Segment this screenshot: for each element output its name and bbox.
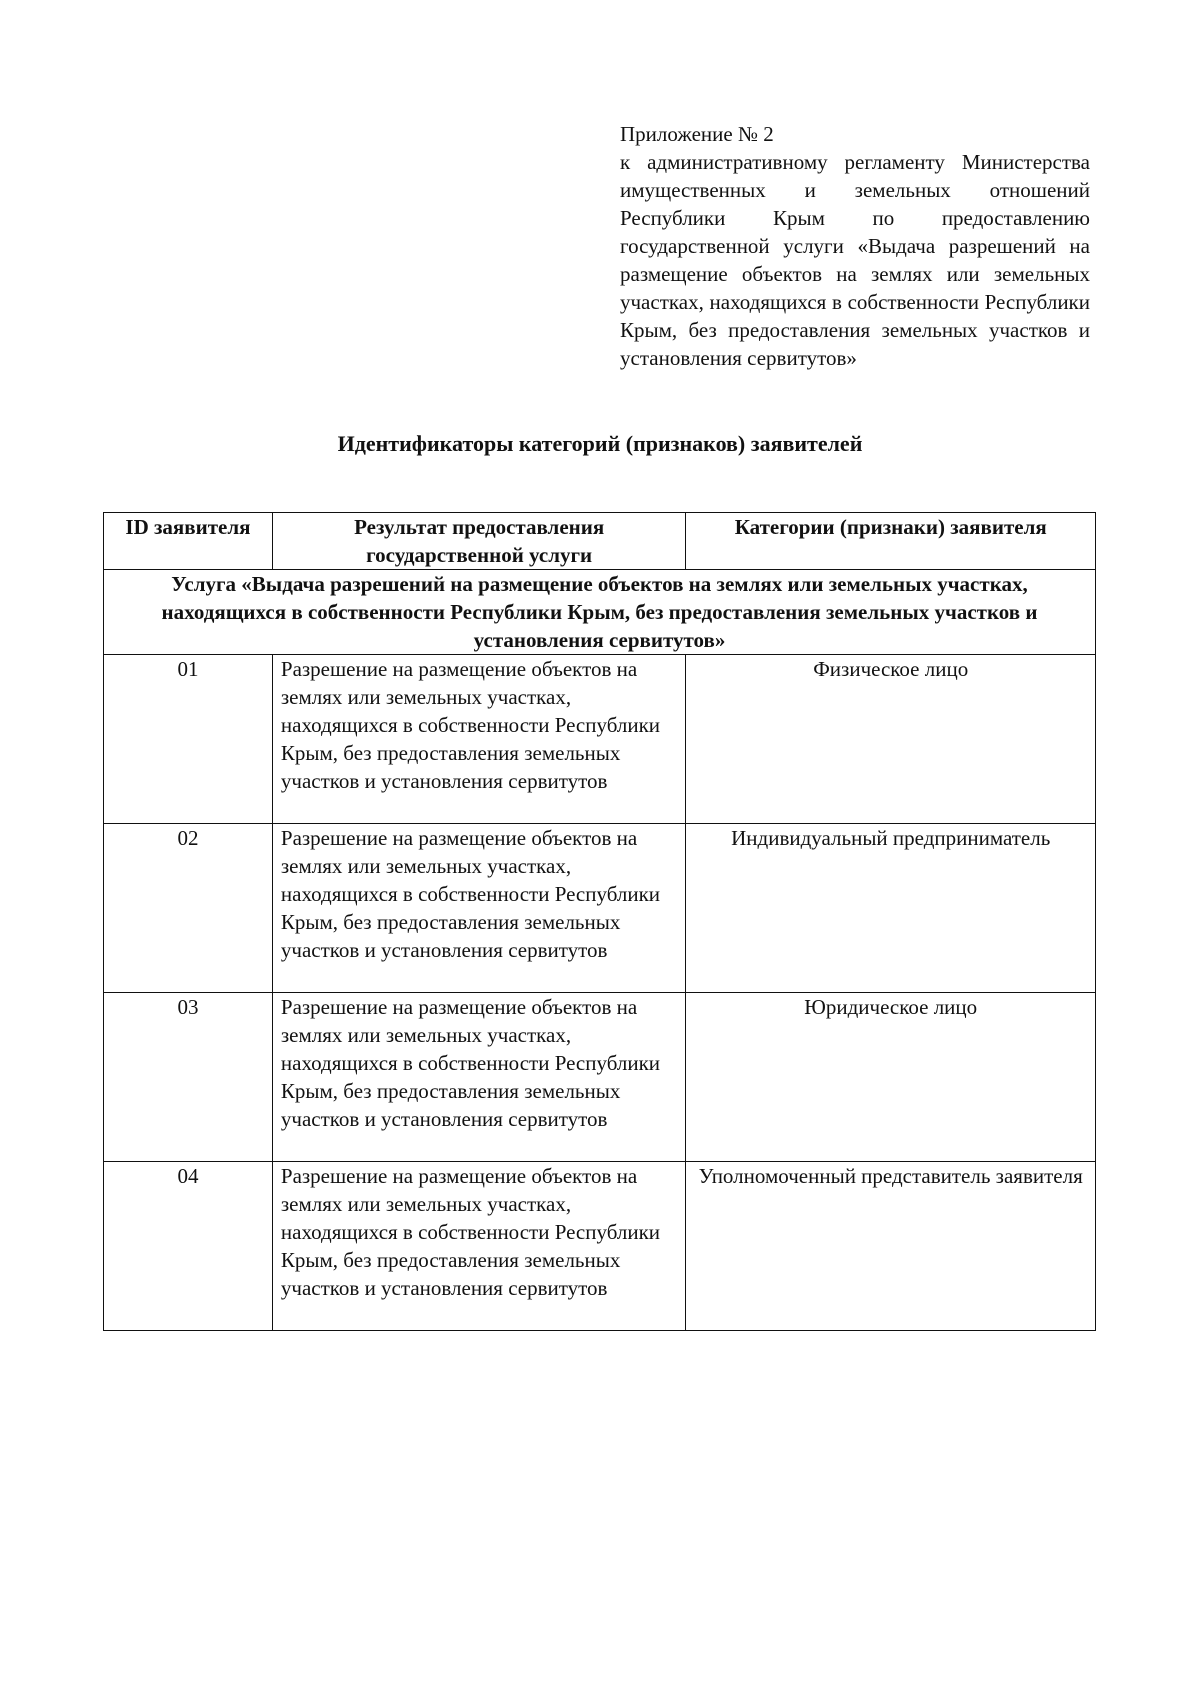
table-row: [104, 655, 1096, 824]
row-id: 03: [104, 993, 273, 1162]
appendix-block: [620, 120, 1090, 372]
header-result: Результат предоставления государственной услуги: [272, 513, 686, 570]
row-id: 01: [104, 655, 273, 824]
table-row: [104, 993, 1096, 1162]
row-result: Разрешение на размещение объектов на землях или земельных участках, находящихся в собственности Республики Крым, без предоставления земельных участков и установления сервитутов: [272, 655, 686, 824]
row-result: Разрешение на размещение объектов на землях или земельных участках, находящихся в собственности Республики Крым, без предоставления земельных участков и установления сервитутов: [272, 1162, 686, 1331]
appendix-number: Приложение № 2: [620, 122, 774, 146]
header-id: ID заявителя: [104, 513, 273, 570]
service-row: [104, 570, 1096, 655]
table-row: [104, 1162, 1096, 1331]
header-category: Категории (признаки) заявителя: [686, 513, 1096, 570]
row-result: Разрешение на размещение объектов на землях или земельных участках, находящихся в собственности Республики Крым, без предоставления земельных участков и установления сервитутов: [272, 824, 686, 993]
table-header-row: [104, 513, 1096, 570]
row-category: Физическое лицо: [686, 655, 1096, 824]
row-category: Юридическое лицо: [686, 993, 1096, 1162]
table-row: [104, 824, 1096, 993]
row-result: Разрешение на размещение объектов на землях или земельных участках, находящихся в собственности Республики Крым, без предоставления земельных участков и установления сервитутов: [272, 993, 686, 1162]
row-id: 02: [104, 824, 273, 993]
row-category: Уполномоченный представитель заявителя: [686, 1162, 1096, 1331]
row-category: Индивидуальный предприниматель: [686, 824, 1096, 993]
document-title: Идентификаторы категорий (признаков) заявителей: [337, 431, 863, 456]
appendix-text: к административному регламенту Министерства имущественных и земельных отношений Республики Крым по предоставлению государственной услуги «Выдача разрешений на размещение объектов на землях или земельных участках, находящихся в собственности Республики Крым, без предоставления земельных участков и установления сервитутов»: [620, 150, 1090, 370]
row-id: 04: [104, 1162, 273, 1331]
service-name: Услуга «Выдача разрешений на размещение объектов на землях или земельных участках, находящихся в собственности Республики Крым, без предоставления земельных участков и установления сервитутов»: [104, 570, 1096, 655]
applicant-id-table: [103, 512, 1096, 1331]
